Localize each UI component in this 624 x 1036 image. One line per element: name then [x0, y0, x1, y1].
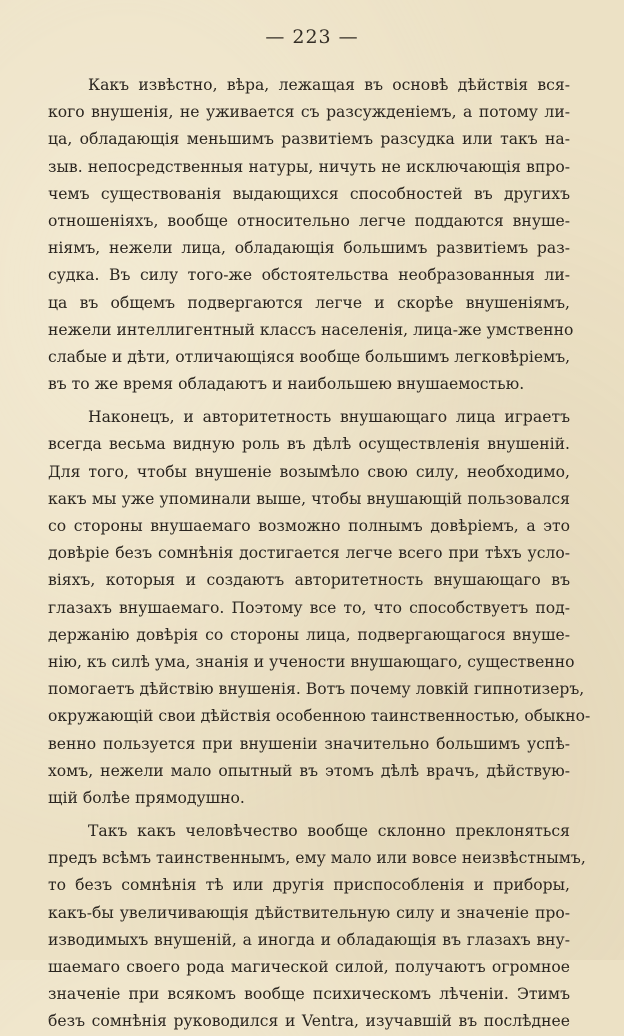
text-line: кого внушенія, не уживается съ разсужденіемъ, а потому ли-	[48, 103, 570, 122]
text-line: Какъ извѣстно, вѣра, лежащая въ основѣ дѣйствія вся-	[88, 76, 570, 94]
text-line: Такъ какъ человѣчество вообще склонно преклоняться	[88, 822, 570, 841]
text-line: изводимыхъ внушеній, а иногда и обладающія въ глазахъ вну-	[48, 930, 570, 949]
text-line: предъ всѣмъ таинственнымъ, ему мало или вовсе неизвѣстнымъ,	[48, 849, 586, 868]
text-line: значеніе при всякомъ вообще психическомъ лѣченіи. Этимъ	[48, 985, 570, 1004]
page-number: — 223 —	[265, 26, 359, 48]
text-line: Наконецъ, и авторитетность внушающаго лица играетъ	[88, 408, 570, 427]
text-line: ніямъ, нежели лица, обладающія большимъ развитіемъ раз-	[48, 239, 570, 258]
text-line: нію, къ силѣ ума, знанія и учености внушающаго, существенно	[48, 652, 575, 671]
text-line: слабые и дѣти, отличающіяся вообще большимъ легковѣріемъ,	[48, 347, 571, 366]
text-line: хомъ, нежели мало опытный въ этомъ дѣлѣ врачъ, дѣйствую-	[48, 761, 570, 780]
text-line: отношеніяхъ, вообще относительно легче поддаются внуше-	[48, 211, 570, 230]
text-line: чемъ существованія выдающихся способностей въ другихъ	[48, 184, 570, 203]
text-line: окружающій свои дѣйствія особенною таинственностью, обыкно-	[48, 707, 591, 726]
text-line: судка. Въ силу того-же обстоятельства необразованныя ли-	[48, 266, 570, 285]
text-line: безъ сомнѣнія руководился и Ventra, изучавшій въ послѣднее	[48, 1012, 570, 1031]
text-line: ца, обладающія меньшимъ развитіемъ разсудка или такъ на-	[48, 130, 570, 149]
paragraph-2	[48, 404, 591, 812]
body-text	[48, 72, 591, 1036]
text-line: глазахъ внушаемаго. Поэтому все то, что способствуетъ под-	[48, 598, 570, 617]
text-line: Для того, чтобы внушеніе возымѣло свою силу, необходимо,	[48, 462, 570, 481]
text-line: довѣріе безъ сомнѣнія достигается легче всего при тѣхъ усло-	[48, 544, 570, 563]
text-line: въ то же время обладаютъ и наибольшею внушаемостью.	[48, 375, 525, 394]
text-line: нежели интеллигентный классъ населенія, лица-же умственно	[48, 320, 574, 339]
text-line: венно пользуется при внушеніи значительно большимъ успѣ-	[48, 734, 570, 753]
text-line: віяхъ, которыя и создаютъ авторитетность внушающаго въ	[48, 571, 570, 590]
paragraph-1	[48, 72, 574, 398]
text-line: держанію довѣрія со стороны лица, подвергающагося внуше-	[48, 625, 570, 644]
text-line: то безъ сомнѣнія тѣ или другія приспособленія и приборы,	[48, 876, 570, 895]
text-line: щій болѣе прямодушно.	[48, 788, 245, 807]
text-line: какъ-бы увеличивающія дѣйствительную силу и значеніе про-	[48, 903, 570, 922]
text-line: какъ мы уже упоминали выше, чтобы внушающій пользовался	[48, 489, 570, 508]
text-line: зыв. непосредственныя натуры, ничуть не исключающія впро-	[48, 157, 570, 176]
paragraph-3	[48, 818, 586, 1036]
text-line: шаемаго своего рода магической силой, получаютъ огромное	[48, 958, 570, 976]
text-line: всегда весьма видную роль въ дѣлѣ осуществленія внушеній.	[48, 435, 570, 454]
text-line: помогаетъ дѣйствію внушенія. Вотъ почему ловкій гипнотизеръ,	[48, 680, 585, 699]
text-line: ца въ общемъ подвергаются легче и скорѣе внушеніямъ,	[48, 293, 570, 312]
text-line: со стороны внушаемаго возможно полнымъ довѣріемъ, а это	[48, 517, 570, 535]
